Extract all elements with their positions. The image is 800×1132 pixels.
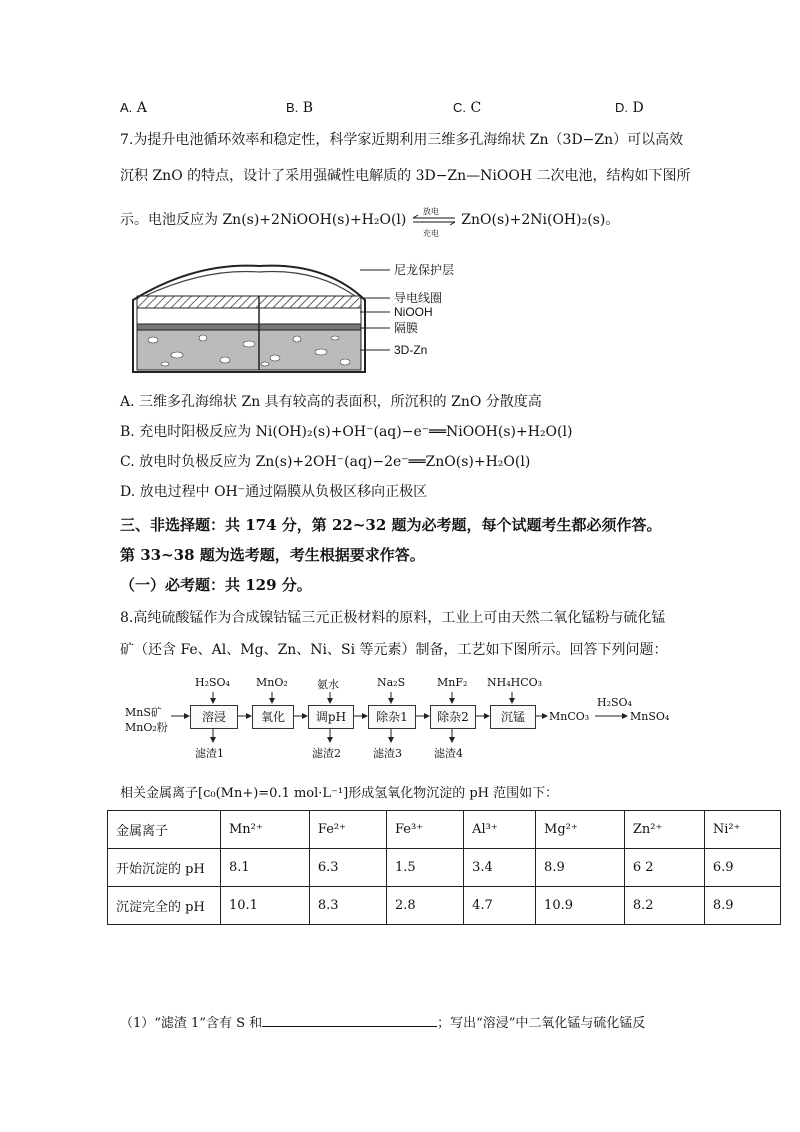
table-cell: 2.8 — [386, 887, 463, 925]
flow-reagent-mnf2: MnF₂ — [437, 676, 468, 689]
table-header-cell: Fe²⁺ — [309, 811, 386, 849]
flow-step-precipitate-mn: 沉锰 — [490, 705, 536, 729]
table-header-cell: Fe³⁺ — [386, 811, 463, 849]
q7-option-b: B. 充电时阳极反应为 Ni(OH)₂(s)+OH⁻(aq)−e⁻══NiOOH(s)+H₂O(l) — [120, 424, 573, 440]
option-b-prev: B. B — [286, 100, 314, 116]
battery-cross-section-figure — [125, 260, 385, 380]
q7-reaction-right: ZnO(s)+2Ni(OH)₂(s)。 — [461, 212, 620, 228]
table-cell: 1.5 — [386, 849, 463, 887]
flow-final-product: MnSO₄ — [630, 710, 670, 723]
flow-reagent-mno2: MnO₂ — [256, 676, 288, 689]
flow-reagent-ammonia: 氨水 — [317, 678, 339, 691]
q7-option-a: A. 三维多孔海绵状 Zn 具有较高的表面积，所沉积的 ZnO 分散度高 — [120, 394, 542, 410]
table-header-cell: Zn²⁺ — [624, 811, 704, 849]
option-c-prev: C. C — [453, 100, 482, 116]
table-cell: 10.9 — [536, 887, 625, 925]
label-3d-zn: 3D-Zn — [394, 343, 428, 357]
table-intro: 相关金属离子[c₀(Mn+)=0.1 mol·L⁻¹]形成氢氧化物沉淀的 pH 范围如下： — [120, 786, 559, 801]
battery-structure-diagram — [125, 260, 385, 380]
flow-step-adjust-ph: 调pH — [308, 705, 354, 729]
flow-step-purify2: 除杂2 — [430, 705, 476, 729]
q7-line3 — [120, 207, 620, 238]
flow-residue-3: 滤渣3 — [373, 747, 402, 760]
flow-step-oxidize: 氧化 — [252, 705, 294, 729]
table-cell: 沉淀完全的 pH — [108, 887, 221, 925]
table-header-cell: 金属离子 — [108, 811, 221, 849]
flow-reagent-na2s: Na₂S — [377, 676, 406, 689]
table-row — [108, 849, 781, 887]
q8-sub1 — [120, 1012, 645, 1034]
section-heading-line3: （一）必考题：共 129 分。 — [120, 576, 312, 594]
table-cell: 8.9 — [536, 849, 625, 887]
table-cell: 4.7 — [464, 887, 536, 925]
section-heading-line2: 第 33~38 题为选考题，考生根据要求作答。 — [120, 546, 425, 564]
flow-product-mnco3: MnCO₃ — [549, 710, 590, 723]
q8-sub1-prefix: （1）“滤渣 1”含有 S 和 — [120, 1016, 263, 1031]
q7-line1: 7.为提升电池循环效率和稳定性，科学家近期利用三维多孔海绵状 Zn（3D−Zn）可以高效 — [120, 132, 684, 148]
table-header-cell: Al³⁺ — [464, 811, 536, 849]
flow-residue-2: 滤渣2 — [312, 747, 341, 760]
table-cell: 6 2 — [624, 849, 704, 887]
answer-blank[interactable] — [262, 1012, 437, 1027]
flow-final-reagent: H₂SO₄ — [597, 696, 632, 709]
q7-reaction-left: 示。电池反应为 Zn(s)+2NiOOH(s)+H₂O(l) — [120, 212, 407, 228]
flow-input-mns: MnS矿 — [125, 706, 162, 719]
table-cell: 8.9 — [704, 887, 780, 925]
section-heading-line1: 三、非选择题：共 174 分，第 22~32 题为必考题，每个试题考生都必须作答。 — [120, 516, 662, 534]
arrow-bottom-label: 充电 — [422, 229, 439, 238]
q7-line2: 沉积 ZnO 的特点，设计了采用强碱性电解质的 3D−Zn—NiOOH 二次电池，结构如下图所 — [120, 168, 691, 184]
table-cell: 10.1 — [221, 887, 310, 925]
q8-line1: 8.高纯硫酸锰作为合成镍钴锰三元正极材料的原料，工业上可由天然二氧化锰粉与硫化锰 — [120, 610, 666, 626]
q8-line2: 矿（还含 Fe、Al、Mg、Zn、Ni、Si 等元素）制备，工艺如下图所示。回答下列问题： — [120, 642, 668, 658]
table-cell: 开始沉淀的 pH — [108, 849, 221, 887]
option-d-prev: D. D — [615, 100, 644, 116]
q7-option-c: C. 放电时负极反应为 Zn(s)+2OH⁻(aq)−2e⁻══ZnO(s)+H₂O(l) — [120, 454, 531, 470]
table-cell: 8.2 — [624, 887, 704, 925]
arrow-top-label: 放电 — [422, 207, 439, 216]
flow-input-mno2: MnO₂粉 — [125, 721, 168, 734]
table-cell: 8.3 — [309, 887, 386, 925]
table-header-cell: Ni²⁺ — [704, 811, 780, 849]
table-cell: 6.3 — [309, 849, 386, 887]
flow-reagent-h2so4: H₂SO₄ — [195, 676, 230, 689]
table-header-cell: Mn²⁺ — [221, 811, 310, 849]
flow-residue-4: 滤渣4 — [434, 747, 463, 760]
table-header-row — [108, 811, 781, 849]
q8-sub1-suffix: ；写出“溶浸”中二氧化锰与硫化锰反 — [437, 1016, 646, 1031]
table-row — [108, 887, 781, 925]
process-flow-diagram — [125, 672, 685, 764]
table-cell: 6.9 — [704, 849, 780, 887]
table-cell: 8.1 — [221, 849, 310, 887]
label-conductive-coil: 导电线圈 — [394, 291, 443, 305]
flow-reagent-nh4hco3: NH₄HCO₃ — [487, 676, 543, 689]
ph-range-table — [107, 810, 781, 925]
q7-option-d: D. 放电过程中 OH⁻通过隔膜从负极区移向正极区 — [120, 484, 428, 500]
flow-step-purify1: 除杂1 — [368, 705, 416, 729]
label-separator: 隔膜 — [394, 321, 419, 335]
label-niooh: NiOOH — [394, 305, 433, 319]
flow-step-leach: 溶浸 — [190, 705, 238, 729]
option-a-prev: A. A — [120, 100, 147, 116]
reversible-arrow — [411, 207, 457, 238]
table-cell: 3.4 — [464, 849, 536, 887]
table-header-cell: Mg²⁺ — [536, 811, 625, 849]
flow-residue-1: 滤渣1 — [195, 747, 224, 760]
label-nylon-layer: 尼龙保护层 — [394, 263, 455, 277]
